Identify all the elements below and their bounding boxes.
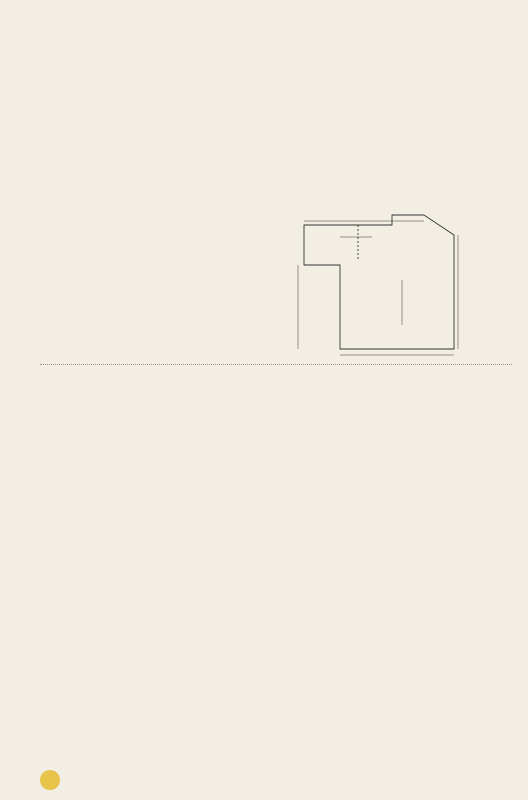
section-divider (40, 364, 512, 365)
continuation-text (40, 369, 270, 370)
schema-2-chart (278, 586, 514, 676)
schema-1-chart (30, 586, 260, 762)
outline-body (304, 215, 454, 349)
page-number (40, 770, 60, 790)
model-description (40, 123, 268, 126)
pattern-outline-diagram (282, 185, 512, 360)
outline-top (304, 215, 424, 237)
